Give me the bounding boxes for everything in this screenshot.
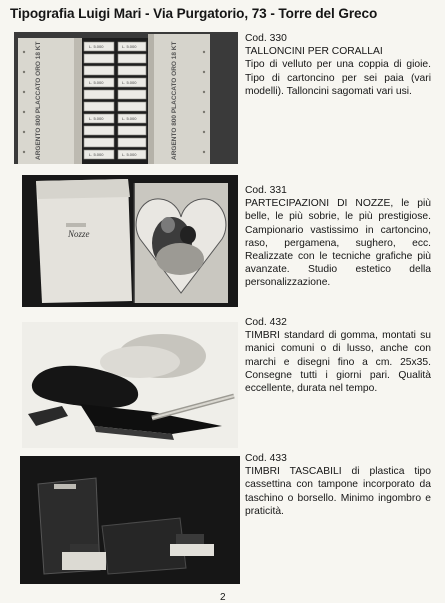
svg-text:ARGENTO 800 PLACCATO ORO 18 KT: ARGENTO 800 PLACCATO ORO 18 KT [171,41,178,160]
item-description: TIMBRI standard di gomma, montati su manici comuni o di lusso, anche con marchi e disegni fino a cm. 25x35. Consegne tutti i giorni pari. Qualità eccellente, durata nel tempo. [245,330,431,395]
item-code: Cod. 330 [245,33,287,44]
svg-text:L. 5.000: L. 5.000 [122,80,137,85]
svg-text:Nozze: Nozze [68,229,90,239]
photo-timbri-tascabili [20,456,240,584]
item-code: Cod. 433 [245,453,287,464]
item-description: Tipo di velluto per una coppia di gioie. Tipo di cartoncino per sei paia (vari modelli). Talloncini sagomati vari usi. [245,59,431,97]
item-description: PARTECIPAZIONI DI NOZZE, le più belle, le più sobrie, le più prestigiose. Campionario vastissimo in cartoncino, raso, pergamena, sughero, ecc. Realizzate con le tecniche grafiche più avanzate. Studio estetico della personalizzazione. [245,198,431,289]
item-code: Cod. 331 [245,185,287,196]
photo-partecipazioni [22,175,238,307]
svg-text:L. 5.000: L. 5.000 [89,116,104,121]
item-331 [245,184,431,290]
item-code: Cod. 432 [245,317,287,328]
svg-text:L. 5.000: L. 5.000 [122,44,137,49]
item-432 [245,316,431,395]
page-number: 2 [220,592,226,603]
photo-talloncini [14,32,238,164]
item-330 [245,32,431,98]
item-description: TIMBRI TASCABILI di plastica tipo cassettina con tampone incorporato da taschino o borsello. Minimo ingombro e praticità. [245,466,431,517]
item-title: TALLONCINI PER CORALLAI [245,46,383,58]
photo-timbri [22,322,238,448]
svg-text:ARGENTO 800 PLACCATO ORO 18 KT: ARGENTO 800 PLACCATO ORO 18 KT [35,41,42,160]
svg-text:L. 5.000: L. 5.000 [122,116,137,121]
item-title: PARTECIPAZIONI DI NOZZE, [245,198,394,210]
svg-text:L. 5.000: L. 5.000 [89,80,104,85]
page-header: Tipografia Luigi Mari - Via Purgatorio, 73 - Torre del Greco [10,6,378,21]
svg-text:L. 5.000: L. 5.000 [89,44,104,49]
item-433 [245,452,431,518]
item-title: TIMBRI TASCABILI [245,466,342,478]
svg-text:L. 5.000: L. 5.000 [89,152,104,157]
svg-text:L. 5.000: L. 5.000 [122,152,137,157]
item-title: TIMBRI [245,330,280,342]
